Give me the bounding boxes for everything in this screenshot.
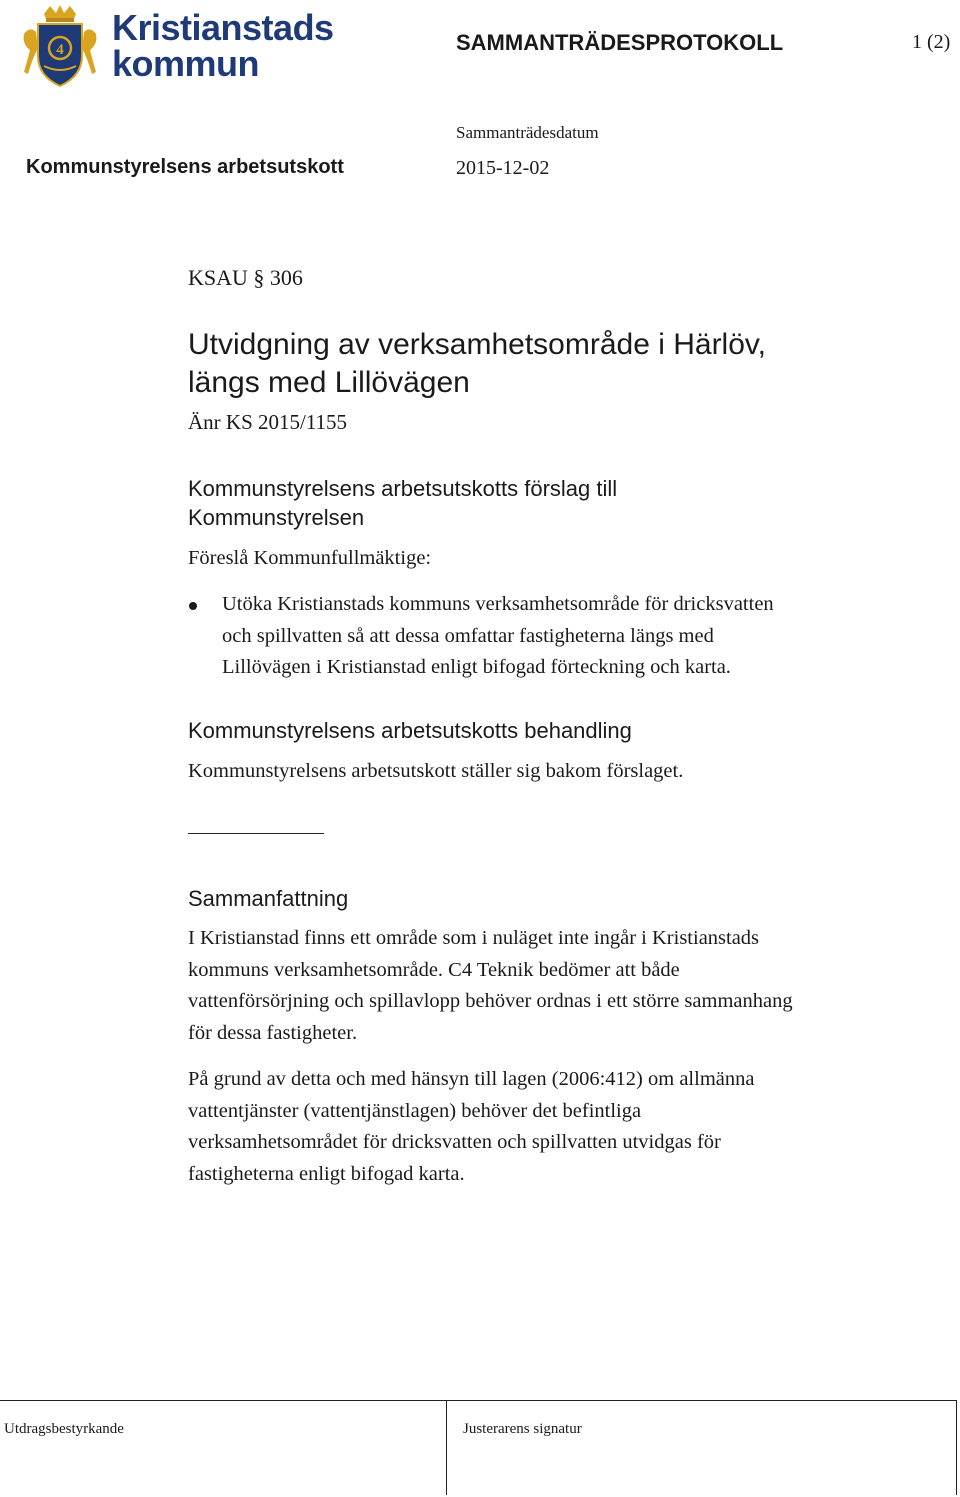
coat-of-arms-icon xyxy=(20,4,100,90)
proposal-heading-line-1: Kommunstyrelsens arbetsutskotts förslag till xyxy=(188,476,618,501)
proposal-bullet-line-3: Lillövägen i Kristianstad enligt bifogad förteckning och karta. xyxy=(222,656,731,678)
summary-p2-line: fastigheterna enligt bifogad karta. xyxy=(188,1162,465,1185)
footer-right-border xyxy=(956,1400,957,1495)
summary-heading: Sammanfattning xyxy=(188,886,349,911)
summary-p2-line: vattentjänster (vattentjänstlagen) behöver det befintliga xyxy=(188,1099,642,1122)
summary-p2-line: verksamhetsområdet för dricksvatten och spillvatten utvidgas för xyxy=(188,1131,721,1153)
document-type: SAMMANTRÄDESPROTOKOLL xyxy=(456,30,784,55)
proposal-bullet-line-2: och spillvatten så att dessa omfattar fastigheterna längs med xyxy=(222,624,714,647)
page-number: 1 (2) xyxy=(912,31,951,53)
certification-label: Utdragsbestyrkande xyxy=(4,1421,124,1437)
logo-line-1: Kristianstads xyxy=(112,7,334,48)
paragraph-number: KSAU § 306 xyxy=(188,265,303,290)
item-title xyxy=(188,326,928,402)
proposal-intro: Föreslå Kommunfullmäktige: xyxy=(188,547,432,569)
summary-p1-line: kommuns verksamhetsområde. C4 Teknik bedömer att både xyxy=(188,958,680,981)
summary-p2-line: På grund av detta och med hänsyn till lagen (2006:412) om allmänna xyxy=(188,1068,755,1090)
footer-column-divider xyxy=(446,1400,447,1495)
summary-p1-line: för dessa fastigheter. xyxy=(188,1021,358,1044)
summary-p1-line: vattenförsörjning och spillavlopp behöver ordnas i ett större sammanhang xyxy=(188,990,793,1012)
item-title-line-1: Utvidgning av verksamhetsområde i Härlöv, xyxy=(188,328,767,361)
proposal-heading-line-2: Kommunstyrelsen xyxy=(188,505,365,530)
meeting-date-label: Sammanträdesdatum xyxy=(456,123,599,142)
summary-paragraph-2 xyxy=(188,1064,908,1190)
proposal-heading xyxy=(188,474,888,532)
committee-name: Kommunstyrelsens arbetsutskott xyxy=(26,156,344,178)
logo-line-2: kommun xyxy=(112,43,260,84)
proposal-bullet-item xyxy=(222,589,922,684)
case-number: Änr KS 2015/1155 xyxy=(188,410,348,434)
handling-text: Kommunstyrelsens arbetsutskott ställer sig bakom förslaget. xyxy=(188,760,684,782)
handling-heading: Kommunstyrelsens arbetsutskotts behandling xyxy=(188,718,632,743)
proposal-bullet-line-1: Utöka Kristianstads kommuns verksamhetsområde för dricksvatten xyxy=(222,593,774,615)
footer-rule xyxy=(0,1400,956,1401)
summary-paragraph-1 xyxy=(188,923,908,1049)
item-title-line-2: längs med Lillövägen xyxy=(188,366,470,399)
signature-label: Justerarens signatur xyxy=(463,1421,582,1437)
summary-p1-line: I Kristianstad finns ett område som i nuläget inte ingår i Kristianstads xyxy=(188,927,760,949)
meeting-date: 2015-12-02 xyxy=(456,157,550,179)
bullet-icon xyxy=(188,590,208,618)
municipality-logo xyxy=(20,4,334,90)
svg-text:4: 4 xyxy=(56,42,64,58)
section-divider xyxy=(188,833,324,834)
